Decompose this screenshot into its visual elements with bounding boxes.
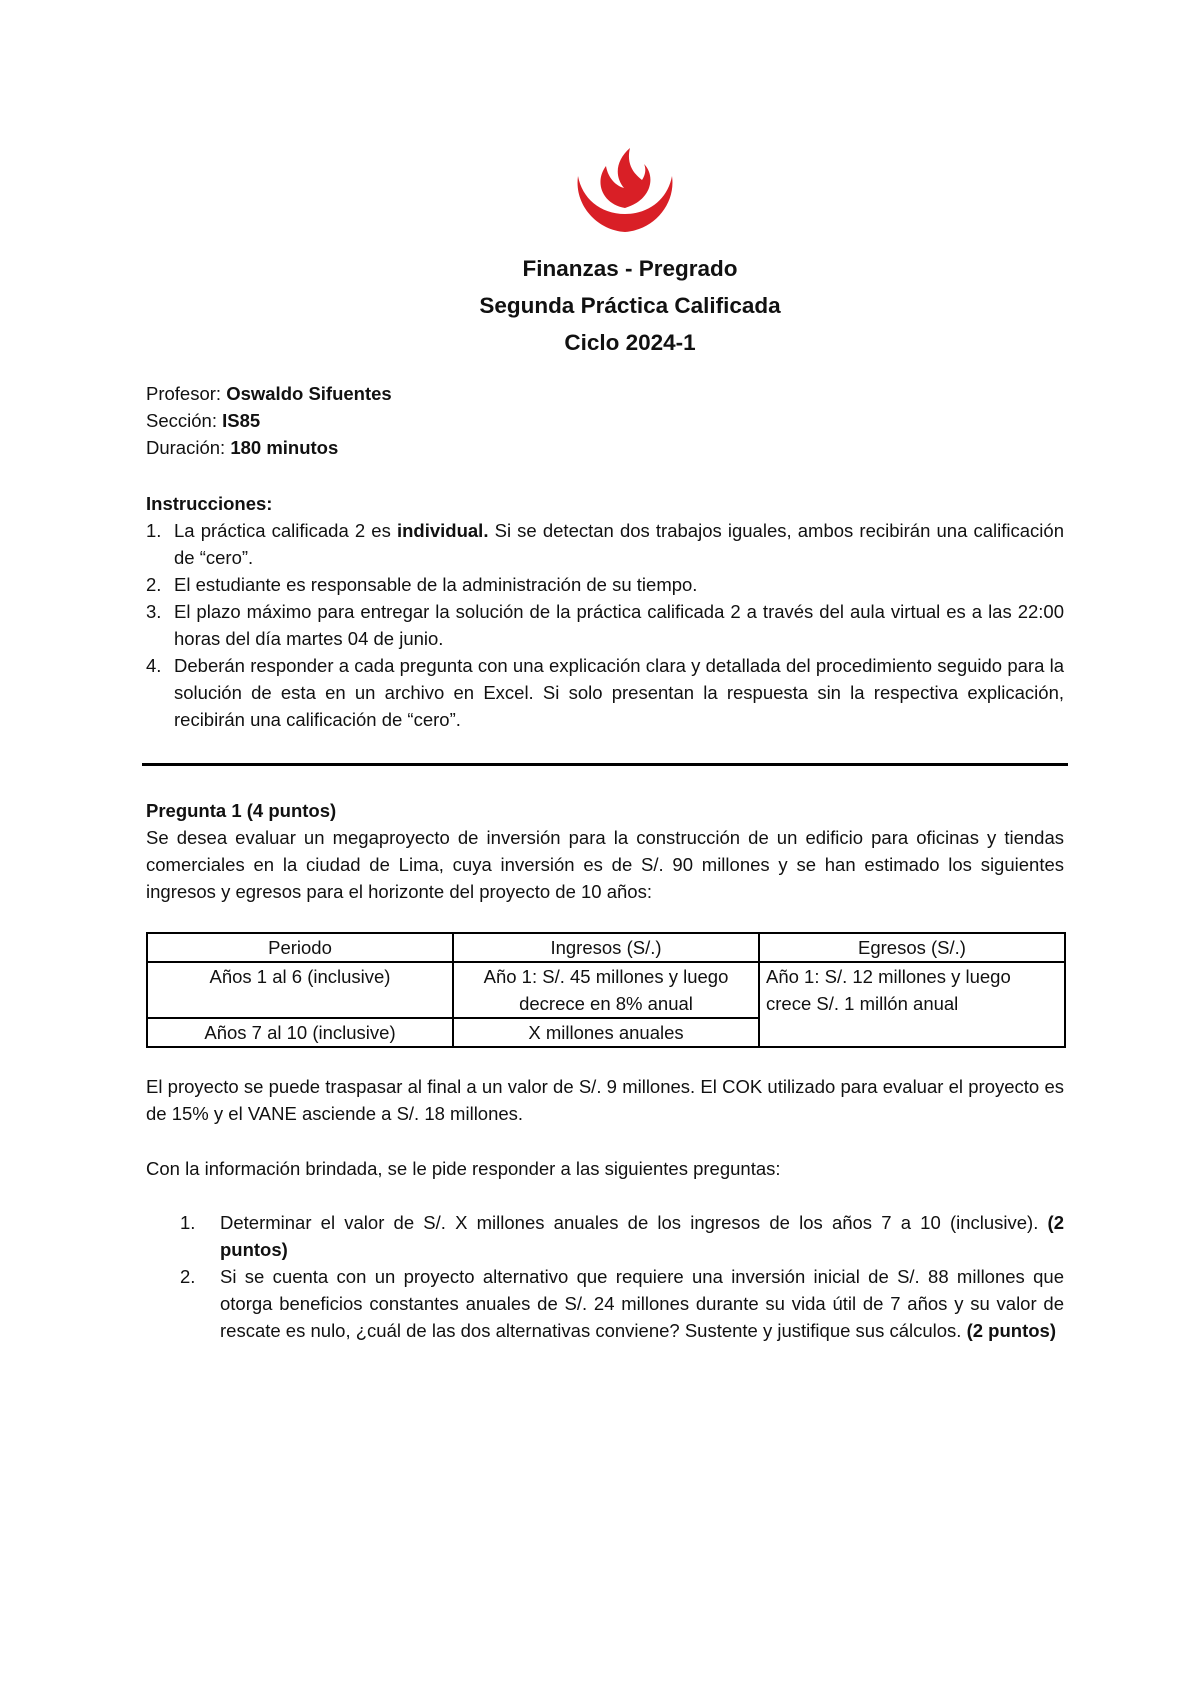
expenses-cell: Año 1: S/. 12 millones y luego crece S/. 1 millón anual bbox=[759, 962, 1065, 1047]
points-label: (2 puntos) bbox=[220, 1212, 1064, 1260]
cycle-title: Ciclo 2024-1 bbox=[564, 330, 696, 355]
period-cell: Años 1 al 6 (inclusive) bbox=[147, 962, 453, 1018]
table-row bbox=[147, 962, 1065, 1018]
points-label: (2 puntos) bbox=[966, 1320, 1056, 1341]
cash-flow-table bbox=[146, 932, 1066, 1048]
instruction-item: 1. La práctica calificada 2 es individual. Si se detectan dos trabajos iguales, ambos recibirán una calificación de “cero”. bbox=[146, 520, 1064, 568]
table-header-income: Ingresos (S/.) bbox=[453, 933, 759, 962]
professor-line: Profesor: Oswaldo Sifuentes bbox=[146, 383, 392, 404]
table-header-row bbox=[147, 933, 1065, 962]
question-1-intro: Se desea evaluar un megaproyecto de inversión para la construcción de un edificio para oficinas y tiendas comerciales en la ciudad de Lima, cuya inversión es de S/. 90 millones y se han estimado los siguientes ingresos y egresos para el horizonte del proyecto de 10 años: bbox=[146, 827, 1064, 902]
professor-name: Oswaldo Sifuentes bbox=[226, 383, 392, 404]
income-cell: X millones anuales bbox=[453, 1018, 759, 1047]
period-cell: Años 7 al 10 (inclusive) bbox=[147, 1018, 453, 1047]
subquestions-list bbox=[146, 1209, 1064, 1344]
questions-prompt: Con la información brindada, se le pide responder a las siguientes preguntas: bbox=[146, 1158, 781, 1179]
exam-meta bbox=[146, 380, 392, 461]
section-line: Sección: IS85 bbox=[146, 410, 261, 431]
duration-value: 180 minutos bbox=[230, 437, 339, 458]
table-header-period: Periodo bbox=[147, 933, 453, 962]
subquestion-item: 2. Si se cuenta con un proyecto alternativo que requiere una inversión inicial de S/. 88 millones que otorga beneficios constantes anuales de S/. 24 millones durante su vida útil de 7 años y su valor de rescate es nulo, ¿cuál de las dos alternativas conviene? Sustente y justifique sus cálculos. (2 puntos) bbox=[180, 1266, 1064, 1341]
instruction-item: 3. El plazo máximo para entregar la solución de la práctica calificada 2 a través del aula virtual es a las 22:00 horas del día martes 04 de junio. bbox=[146, 601, 1064, 649]
instruction-item: 2. El estudiante es responsable de la administración de su tiempo. bbox=[146, 574, 698, 595]
duration-line: Duración: 180 minutos bbox=[146, 437, 339, 458]
exam-title: Segunda Práctica Calificada bbox=[479, 293, 781, 318]
question-1 bbox=[146, 797, 1064, 905]
instructions-heading: Instrucciones: bbox=[146, 493, 273, 514]
section-code: IS85 bbox=[222, 410, 261, 431]
income-cell: Año 1: S/. 45 millones y luego decrece en 8% anual bbox=[453, 962, 759, 1018]
course-title: Finanzas - Pregrado bbox=[522, 256, 738, 281]
project-details: El proyecto se puede traspasar al final a un valor de S/. 9 millones. El COK utilizado para evaluar el proyecto es de 15% y el VANE asciende a S/. 18 millones. bbox=[146, 1076, 1064, 1124]
question-1-heading: Pregunta 1 (4 puntos) bbox=[146, 800, 337, 821]
exam-title-block bbox=[0, 250, 1200, 361]
instruction-item: 4. Deberán responder a cada pregunta con una explicación clara y detallada del procedimiento seguido para la solución de esta en un archivo en Excel. Si solo presentan la respuesta sin la respectiva explicación, recibirán una calificación de “cero”. bbox=[146, 655, 1064, 730]
instructions-list bbox=[146, 517, 1064, 733]
table-header-expenses: Egresos (S/.) bbox=[759, 933, 1065, 962]
section-divider bbox=[142, 763, 1068, 766]
instructions bbox=[146, 490, 1064, 733]
university-flame-logo bbox=[572, 146, 678, 236]
subquestion-item: 1. Determinar el valor de S/. X millones anuales de los ingresos de los años 7 a 10 (inclusive). (2 puntos) bbox=[180, 1212, 1064, 1260]
